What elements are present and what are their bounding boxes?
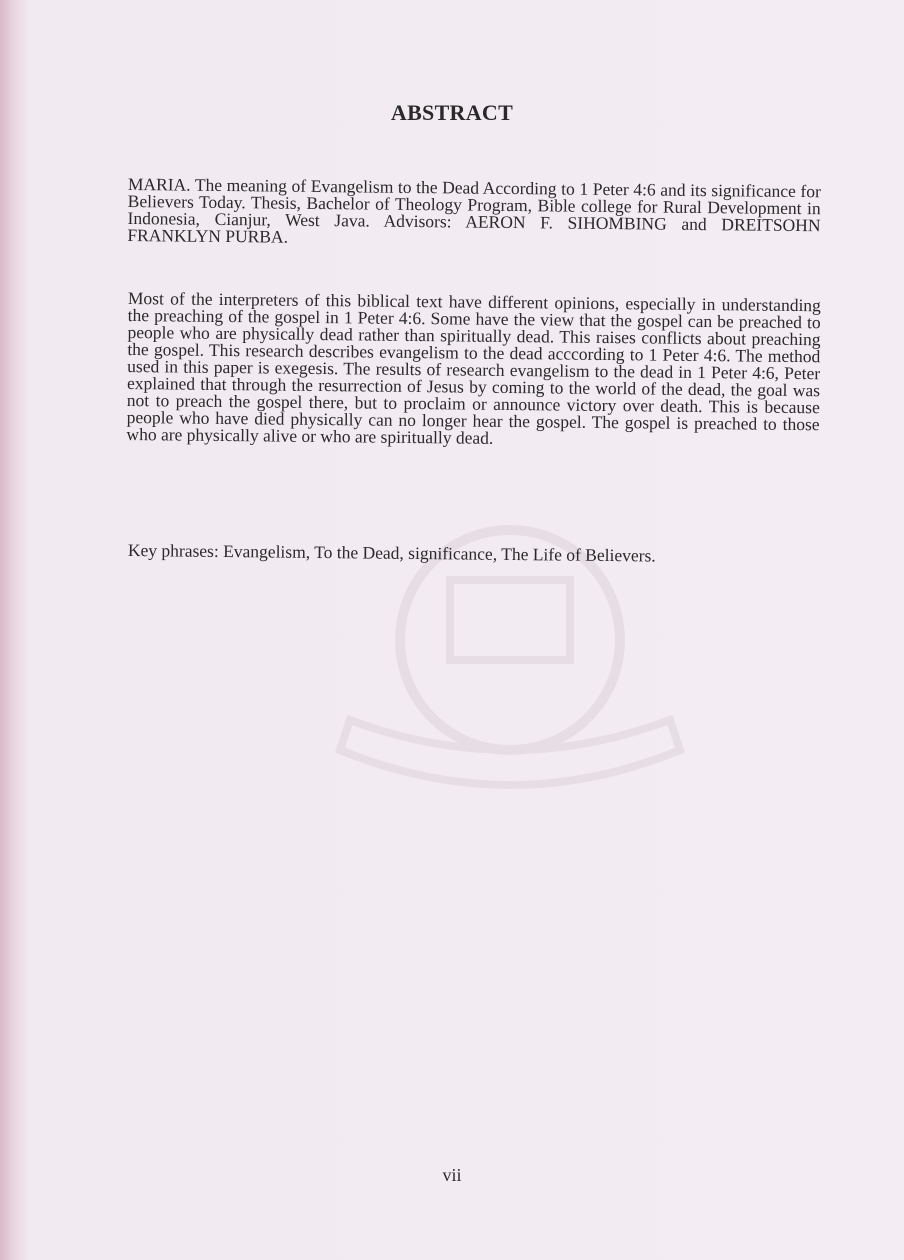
abstract-body-paragraph: Most of the interpreters of this biblical text have different opinions, especially in understanding the preaching of the gospel in 1 Peter 4:6. Some have the view that the gospel can be preached to people who are physically dead rather than spiritually dead. This raises conflicts about preaching the gospel. This research describes evangelism to the dead acccording to 1 Peter 4:6. The method used in this paper is exegesis. The results of research evangelism to the dead in 1 Peter 4:6, Peter explained that through the resurrection of Jesus by coming to the world of the dead, the goal was not to preach the gospel there, but to proclaim or announce victory over death. This is because people who have died physically can no longer hear the gospel. The gospel is preached to those who are physically alive or who are spiritually dead.	[126, 287, 821, 448]
key-phrases: Key phrases: Evangelism, To the Dead, significance, The Life of Believers.	[127, 539, 656, 566]
watermark-seal-icon	[300, 520, 720, 820]
abstract-heading: ABSTRACT	[390, 100, 514, 125]
page-number: vii	[442, 1165, 462, 1185]
citation-paragraph: MARIA. The meaning of Evangelism to the Dead According to 1 Peter 4:6 and its significance for Believers Today. Thesis, Bachelor of Theology Program, Bible college for Rural Development in Indonesia, Cianjur, West Java. Advisors: AERON F. SIHOMBING and DREITSOHN FRANKLYN PURBA.	[127, 173, 821, 247]
